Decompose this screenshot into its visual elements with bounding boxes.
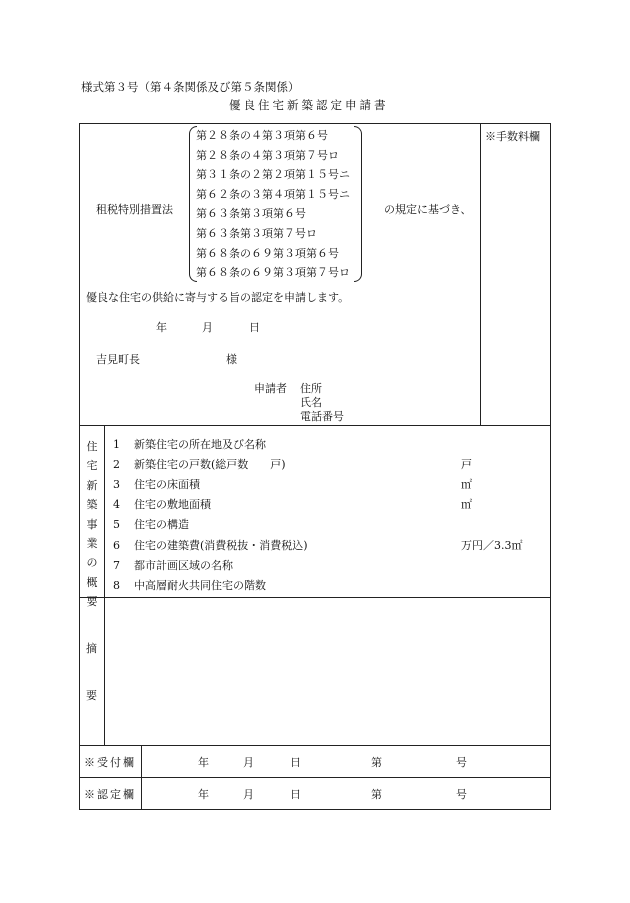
overview-item-unit: ㎡ <box>461 498 472 512</box>
section-divider-overview <box>79 425 551 426</box>
overview-item-unit: 戸 <box>461 458 472 472</box>
page-title: 優良住宅新築認定申請書 <box>229 98 389 112</box>
date-day-label: 日 <box>249 321 260 334</box>
overview-item-label: 住宅の床面積 <box>134 478 200 492</box>
reception-month: 月 <box>243 756 254 769</box>
overview-item-label: 都市計画区域の名称 <box>134 558 233 572</box>
addressee: 吉見町長 <box>96 353 140 366</box>
overview-item-number: 4 <box>113 498 120 512</box>
fee-column-label: ※手数料欄 <box>485 130 540 143</box>
certification-year: 年 <box>198 788 209 801</box>
reception-day: 日 <box>290 756 301 769</box>
clause-item: 第６３条第３項第６号 <box>196 207 306 221</box>
clause-item: 第６２条の３第４項第１５号ニ <box>196 187 350 201</box>
clause-item: 第２８条の４第３項第７号ロ <box>196 148 339 162</box>
overview-item-number: 2 <box>113 458 120 472</box>
certification-day: 日 <box>290 788 301 801</box>
certification-number-suffix: 号 <box>456 788 467 801</box>
section-divider-certification <box>79 777 551 778</box>
overview-item-number: 8 <box>113 578 120 592</box>
remarks-label-char2: 要 <box>86 689 97 702</box>
overview-item-label: 新築住宅の戸数(総戸数 戸) <box>134 458 286 472</box>
overview-item-label: 住宅の構造 <box>134 518 189 532</box>
tax-law-label: 租税特別措置法 <box>96 203 173 216</box>
overview-item-unit: 万円／3.3㎡ <box>461 538 523 552</box>
reception-year: 年 <box>198 756 209 769</box>
section-divider-remarks <box>79 597 551 598</box>
overview-item-number: 6 <box>113 538 120 552</box>
certification-label: ※認定欄 <box>84 788 136 801</box>
clause-item: 第６８条の６９第３項第７号ロ <box>196 266 350 280</box>
overview-item-label: 住宅の建築費(消費税抜・消費税込) <box>134 538 308 552</box>
applicant-phone-label: 電話番号 <box>300 410 344 423</box>
clause-item: 第６８条の６９第３項第６号 <box>196 246 339 260</box>
remarks-label-char1: 摘 <box>86 642 97 655</box>
overview-item-number: 7 <box>113 558 120 572</box>
honorific: 様 <box>226 353 237 366</box>
based-on-text: の規定に基づき、 <box>384 203 472 216</box>
clause-item: 第２８条の４第３項第６号 <box>196 129 328 142</box>
clause-item: 第３１条の２第２項第１５号ニ <box>196 168 350 182</box>
reception-number-suffix: 号 <box>456 756 467 769</box>
reception-number-prefix: 第 <box>371 756 382 769</box>
fee-column-divider <box>480 123 481 425</box>
applicant-label: 申請者 <box>254 382 287 395</box>
label-column-divider <box>104 425 105 745</box>
applicant-address-label: 住所 <box>300 382 322 395</box>
overview-item-unit: ㎡ <box>461 478 472 492</box>
reception-label: ※受付欄 <box>84 756 136 769</box>
overview-item-label: 中高層耐火共同住宅の階数 <box>134 578 266 592</box>
right-bracket <box>354 126 362 282</box>
date-year-label: 年 <box>156 321 167 334</box>
date-month-label: 月 <box>202 321 213 334</box>
certification-month: 月 <box>243 788 254 801</box>
overview-vertical-label: 住宅新築事業の概要 <box>86 440 98 609</box>
overview-item-label: 住宅の敷地面積 <box>134 498 211 512</box>
overview-item-number: 3 <box>113 478 120 492</box>
request-sentence: 優良な住宅の供給に寄与する旨の認定を申請します。 <box>86 291 350 304</box>
clause-item: 第６３条第３項第７号ロ <box>196 227 317 240</box>
overview-item-number: 5 <box>113 518 120 532</box>
overview-item-label: 新築住宅の所在地及び名称 <box>134 438 266 451</box>
certification-number-prefix: 第 <box>371 788 382 801</box>
applicant-name-label: 氏名 <box>300 396 322 409</box>
section-divider-reception <box>79 745 551 746</box>
form-number-label: 様式第３号（第４条関係及び第５条関係） <box>81 80 300 94</box>
overview-item-number: 1 <box>113 438 120 451</box>
